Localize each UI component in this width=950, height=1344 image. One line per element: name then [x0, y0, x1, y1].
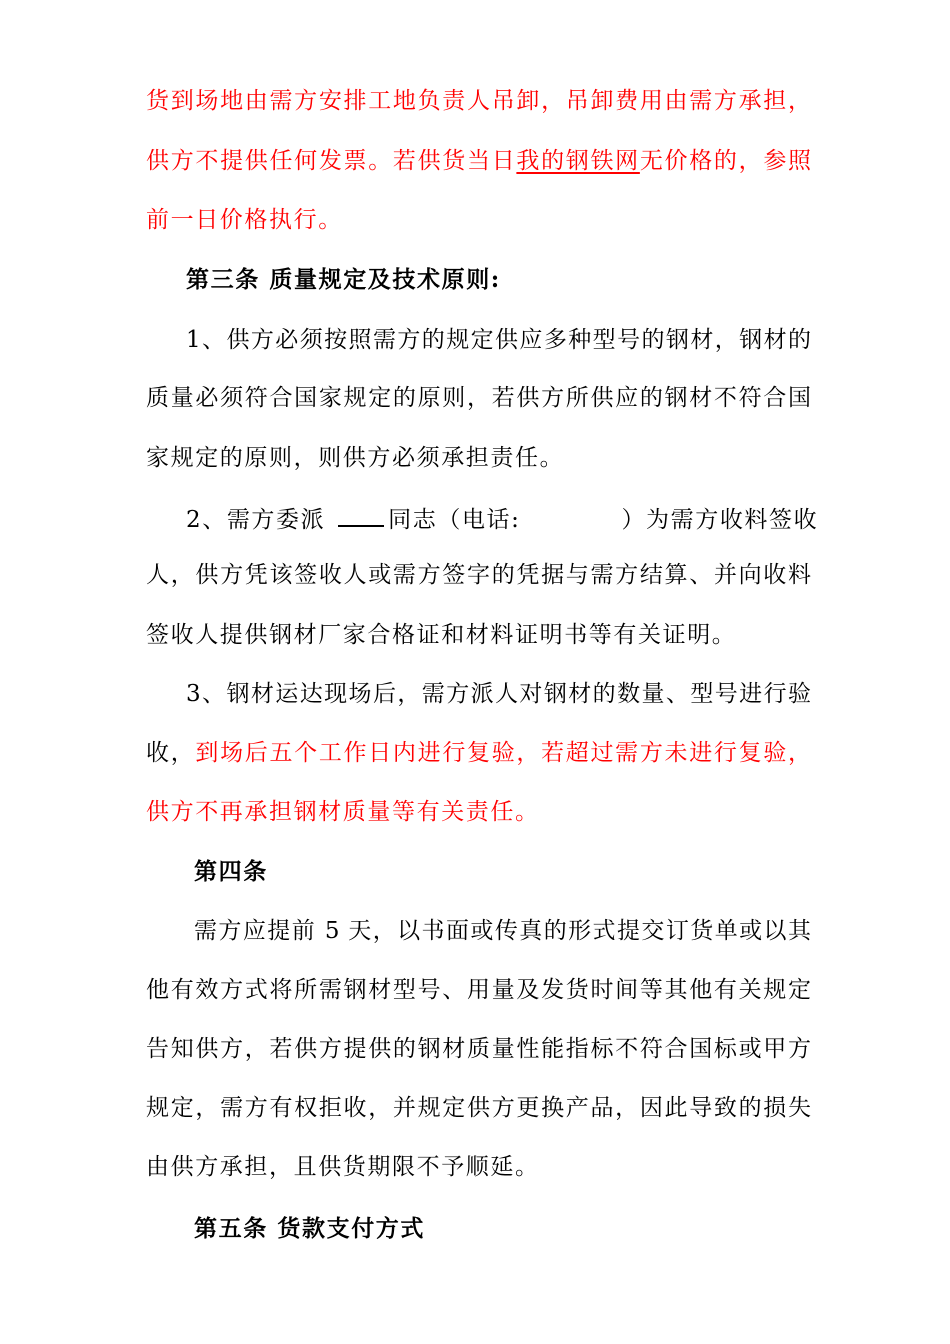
clause2-line-2-b: 无价格的，参照: [639, 148, 812, 174]
clause3-item2-b: 同志（电话:: [388, 507, 521, 533]
clause3-item1-line3: 家规定的原则，则供方必须承担责任。: [146, 445, 565, 471]
clause3-item2-c: ）为需方收料签收: [621, 507, 819, 533]
clause3-item2-line1: [186, 499, 819, 535]
clause2-line-3: 前一日价格执行。: [146, 207, 343, 233]
clause4-line5: 由供方承担，且供货期限不予顺延。: [146, 1154, 540, 1180]
clause4-line3: 告知供方，若供方提供的钢材质量性能指标不符合国标或甲方: [146, 1036, 811, 1062]
delegate-name-blank[interactable]: [338, 499, 384, 527]
clause3-heading: 第三条 质量规定及技术原则:: [186, 266, 501, 293]
clause3-item3-line2: [146, 735, 811, 771]
clause2-line-2: [146, 143, 811, 179]
clause5-heading: 第五条 货款支付方式: [194, 1215, 426, 1242]
clause3-item2-line2: 人，供方凭该签收人或需方签字的凭据与需方结算、并向收料: [146, 562, 811, 588]
clause3-item1-line1: 1、供方必须按照需方的规定供应多种型号的钢材，钢材的: [186, 327, 811, 353]
clause4-line2: 他有效方式将所需钢材型号、用量及发货时间等其他有关规定: [146, 977, 811, 1003]
clause3-item3-line3: 供方不再承担钢材质量等有关责任。: [146, 799, 540, 825]
steel-website-link[interactable]: 我的钢铁网: [516, 148, 640, 174]
clause3-item3-line2-b: 到场后五个工作日内进行复验，若超过需方未进行复验，: [195, 740, 812, 766]
clause2-line-2-a: 供方不提供任何发票。若供货当日: [146, 148, 517, 174]
clause4-line1: 需方应提前 5 天，以书面或传真的形式提交订货单或以其: [194, 918, 811, 944]
clause3-item2-a: 2、需方委派: [186, 507, 326, 533]
clause3-item3-line2-a: 收，: [146, 740, 196, 766]
clause3-item2-line3: 签收人提供钢材厂家合格证和材料证明书等有关证明。: [146, 622, 737, 648]
clause4-heading: 第四条: [194, 858, 268, 885]
clause4-line4: 规定，需方有权拒收，并规定供方更换产品，因此导致的损失: [146, 1095, 811, 1121]
clause3-item3-line1: 3、钢材运达现场后，需方派人对钢材的数量、型号进行验: [186, 681, 811, 707]
clause3-item1-line2: 质量必须符合国家规定的原则，若供方所供应的钢材不符合国: [146, 385, 811, 411]
clause2-line-1: 货到场地由需方安排工地负责人吊卸，吊卸费用由需方承担，: [146, 88, 811, 114]
